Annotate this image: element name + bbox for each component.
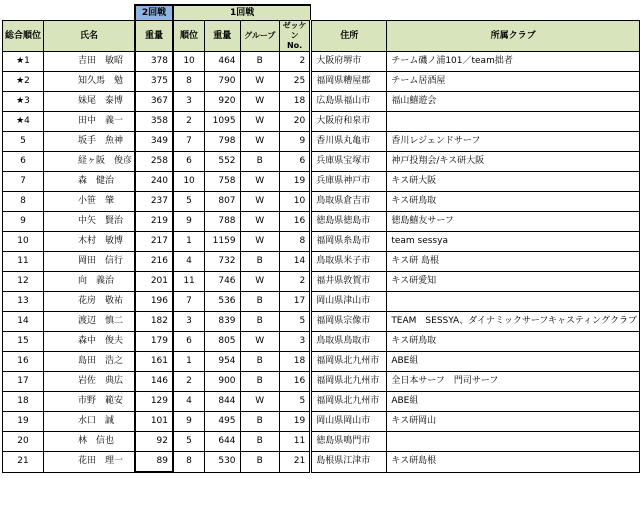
- name-cell: 森中 俊夫: [44, 332, 136, 352]
- round1-weight-cell: 644: [205, 432, 240, 452]
- overall-rank-cell: 8: [3, 192, 44, 212]
- round2-weight-cell: 182: [135, 312, 173, 332]
- club-cell: キス研 島根: [387, 252, 640, 272]
- address-cell: 大阪府和泉市: [311, 112, 387, 132]
- round1-rank-cell: 1: [173, 232, 205, 252]
- name-cell: 小笹 肇: [44, 192, 136, 212]
- club-cell: チーム居酒屋: [387, 72, 640, 92]
- club-cell: キス研島根: [387, 452, 640, 473]
- round2-weight-cell: 367: [135, 92, 173, 112]
- table-row: [3, 292, 640, 312]
- overall-rank-cell: 14: [3, 312, 44, 332]
- round1-weight-cell: 758: [205, 172, 240, 192]
- table-row: [3, 72, 640, 92]
- address-cell: 福岡県宗像市: [311, 312, 387, 332]
- zekken-cell: 16: [279, 372, 310, 392]
- address-cell: 福岡県北九州市: [311, 392, 387, 412]
- round1-weight-cell: 788: [205, 212, 240, 232]
- overall-rank-cell: 18: [3, 392, 44, 412]
- group-cell: W: [240, 332, 279, 352]
- table-row: [3, 92, 640, 112]
- round1-rank-cell: 7: [173, 292, 205, 312]
- round2-weight-cell: 216: [135, 252, 173, 272]
- name-cell: 渡辺 慎二: [44, 312, 136, 332]
- table-row: [3, 352, 640, 372]
- name-cell: 木村 敏博: [44, 232, 136, 252]
- group-cell: B: [240, 432, 279, 452]
- address-cell: 鳥取県倉吉市: [311, 192, 387, 212]
- table-row: [3, 332, 640, 352]
- club-cell: キス研岡山: [387, 412, 640, 432]
- table-row: [3, 52, 640, 72]
- zekken-cell: 5: [279, 392, 310, 412]
- round1-rank-cell: 9: [173, 212, 205, 232]
- table-row: [3, 432, 640, 452]
- group-cell: B: [240, 372, 279, 392]
- name-cell: 水口 誠: [44, 412, 136, 432]
- club-cell: 全日本サーフ 門司サーフ: [387, 372, 640, 392]
- round2-weight-cell: 179: [135, 332, 173, 352]
- overall-rank-cell: 20: [3, 432, 44, 452]
- round1-weight-cell: 464: [205, 52, 240, 72]
- club-cell: チーム磯ノ浦101／team拙者: [387, 52, 640, 72]
- address-cell: 岡山県津山市: [311, 292, 387, 312]
- table-row: [3, 172, 640, 192]
- round1-weight-cell: 954: [205, 352, 240, 372]
- zekken-cell: 2: [279, 52, 310, 72]
- address-cell: 福井県敦賀市: [311, 272, 387, 292]
- club-cell: 香川レジェンドサーフ: [387, 132, 640, 152]
- header-address: 住所: [311, 21, 387, 52]
- overall-rank-cell: 9: [3, 212, 44, 232]
- group-cell: W: [240, 212, 279, 232]
- name-cell: 岩佐 典広: [44, 372, 136, 392]
- round2-weight-cell: 349: [135, 132, 173, 152]
- round1-rank-cell: 3: [173, 312, 205, 332]
- zekken-cell: 9: [279, 132, 310, 152]
- address-cell: 大阪府堺市: [311, 52, 387, 72]
- round1-weight-cell: 807: [205, 192, 240, 212]
- round1-rank-cell: 2: [173, 372, 205, 392]
- address-cell: 福岡県糸島市: [311, 232, 387, 252]
- overall-rank-cell: 7: [3, 172, 44, 192]
- zekken-cell: 18: [279, 92, 310, 112]
- group-cell: W: [240, 72, 279, 92]
- overall-rank-cell: ★1: [3, 52, 44, 72]
- round1-rank-cell: 5: [173, 192, 205, 212]
- round1-rank-cell: 3: [173, 92, 205, 112]
- overall-rank-cell: ★3: [3, 92, 44, 112]
- header-overall-rank: 総合順位: [3, 21, 44, 52]
- round1-rank-cell: 2: [173, 112, 205, 132]
- table-row: [3, 452, 640, 473]
- results-body: [3, 52, 640, 473]
- round1-rank-cell: 8: [173, 72, 205, 92]
- overall-rank-cell: 17: [3, 372, 44, 392]
- table-row: [3, 392, 640, 412]
- round1-weight-cell: 805: [205, 332, 240, 352]
- group-cell: W: [240, 132, 279, 152]
- group-header-row: [3, 5, 640, 21]
- header-zekken-no: ゼッケン No.: [279, 21, 310, 52]
- club-cell: 徳島鱚友サーフ: [387, 212, 640, 232]
- club-cell: キス研鳥取: [387, 192, 640, 212]
- group-cell: B: [240, 452, 279, 473]
- round1-weight-cell: 552: [205, 152, 240, 172]
- round2-weight-cell: 146: [135, 372, 173, 392]
- club-cell: TEAM SESSYA、ダイナミックサーフキャスティングクラブ: [387, 312, 640, 332]
- name-cell: 経ヶ阪 俊彦: [44, 152, 136, 172]
- zekken-cell: 21: [279, 452, 310, 473]
- group-cell: B: [240, 252, 279, 272]
- address-cell: 徳島県徳島市: [311, 212, 387, 232]
- group-cell: W: [240, 192, 279, 212]
- overall-rank-cell: 10: [3, 232, 44, 252]
- round2-weight-cell: 161: [135, 352, 173, 372]
- round1-rank-cell: 4: [173, 252, 205, 272]
- table-row: [3, 412, 640, 432]
- overall-rank-cell: ★2: [3, 72, 44, 92]
- group-cell: W: [240, 272, 279, 292]
- address-cell: 広島県福山市: [311, 92, 387, 112]
- column-header-row: [3, 21, 640, 52]
- club-cell: [387, 292, 640, 312]
- name-cell: 森 健治: [44, 172, 136, 192]
- overall-rank-cell: 16: [3, 352, 44, 372]
- name-cell: 花田 理一: [44, 452, 136, 473]
- overall-rank-cell: ★4: [3, 112, 44, 132]
- round2-weight-cell: 201: [135, 272, 173, 292]
- round2-weight-cell: 89: [135, 452, 173, 473]
- table-row: [3, 372, 640, 392]
- zekken-cell: 2: [279, 272, 310, 292]
- zekken-cell: 10: [279, 192, 310, 212]
- group-cell: W: [240, 112, 279, 132]
- group-cell: B: [240, 52, 279, 72]
- club-cell: [387, 112, 640, 132]
- round1-weight-cell: 900: [205, 372, 240, 392]
- overall-rank-cell: 13: [3, 292, 44, 312]
- club-cell: キス研大阪: [387, 172, 640, 192]
- address-cell: 福岡県北九州市: [311, 352, 387, 372]
- round2-weight-cell: 219: [135, 212, 173, 232]
- header-name: 氏名: [44, 21, 136, 52]
- zekken-cell: 5: [279, 312, 310, 332]
- name-cell: 知久馬 勉: [44, 72, 136, 92]
- round1-weight-cell: 920: [205, 92, 240, 112]
- header-round1-weight: 重量: [205, 21, 240, 52]
- round1-rank-cell: 10: [173, 52, 205, 72]
- address-cell: 島根県江津市: [311, 452, 387, 473]
- name-cell: 岡田 信行: [44, 252, 136, 272]
- round1-rank-cell: 10: [173, 172, 205, 192]
- table-row: [3, 212, 640, 232]
- round1-rank-cell: 5: [173, 432, 205, 452]
- table-row: [3, 252, 640, 272]
- overall-rank-cell: 21: [3, 452, 44, 473]
- address-cell: 徳島県鳴門市: [311, 432, 387, 452]
- zekken-cell: 11: [279, 432, 310, 452]
- round1-weight-cell: 798: [205, 132, 240, 152]
- round1-weight-cell: 746: [205, 272, 240, 292]
- name-cell: 向 義治: [44, 272, 136, 292]
- club-cell: ABE組: [387, 352, 640, 372]
- round1-weight-cell: 732: [205, 252, 240, 272]
- group-cell: W: [240, 172, 279, 192]
- overall-rank-cell: 5: [3, 132, 44, 152]
- overall-rank-cell: 15: [3, 332, 44, 352]
- name-cell: 市野 範安: [44, 392, 136, 412]
- club-cell: 神戸投翔会/キス研大阪: [387, 152, 640, 172]
- round1-weight-cell: 1095: [205, 112, 240, 132]
- table-row: [3, 112, 640, 132]
- address-cell: 兵庫県神戸市: [311, 172, 387, 192]
- name-cell: 中矢 賢治: [44, 212, 136, 232]
- name-cell: 島田 浩之: [44, 352, 136, 372]
- club-cell: 福山鱚遊会: [387, 92, 640, 112]
- round1-rank-cell: 11: [173, 272, 205, 292]
- results-table: [2, 4, 640, 473]
- table-row: [3, 232, 640, 252]
- zekken-cell: 14: [279, 252, 310, 272]
- round2-weight-cell: 240: [135, 172, 173, 192]
- address-cell: 福岡県北九州市: [311, 372, 387, 392]
- round1-rank-cell: 7: [173, 132, 205, 152]
- round1-rank-cell: 8: [173, 452, 205, 473]
- zekken-cell: 17: [279, 292, 310, 312]
- header-round2-weight: 重量: [135, 21, 173, 52]
- zekken-cell: 8: [279, 232, 310, 252]
- group-cell: B: [240, 312, 279, 332]
- club-cell: キス研愛知: [387, 272, 640, 292]
- table-row: [3, 132, 640, 152]
- round2-weight-cell: 237: [135, 192, 173, 212]
- zekken-cell: 16: [279, 212, 310, 232]
- round1-weight-cell: 1159: [205, 232, 240, 252]
- round2-weight-cell: 258: [135, 152, 173, 172]
- table-row: [3, 192, 640, 212]
- round2-weight-cell: 378: [135, 52, 173, 72]
- group-cell: B: [240, 352, 279, 372]
- table-row: [3, 312, 640, 332]
- header-round1-rank: 順位: [173, 21, 205, 52]
- name-cell: 妹尾 泰博: [44, 92, 136, 112]
- round1-group-header: 1回戦: [173, 5, 311, 21]
- overall-rank-cell: 6: [3, 152, 44, 172]
- round1-rank-cell: 6: [173, 332, 205, 352]
- address-cell: 岡山県岡山市: [311, 412, 387, 432]
- zekken-cell: 20: [279, 112, 310, 132]
- address-cell: 鳥取県鳥取市: [311, 332, 387, 352]
- round1-weight-cell: 844: [205, 392, 240, 412]
- name-cell: 田中 義一: [44, 112, 136, 132]
- round1-rank-cell: 1: [173, 352, 205, 372]
- table-row: [3, 272, 640, 292]
- club-cell: [387, 432, 640, 452]
- group-cell: W: [240, 392, 279, 412]
- name-cell: 坂手 魚神: [44, 132, 136, 152]
- round2-weight-cell: 129: [135, 392, 173, 412]
- group-cell: W: [240, 92, 279, 112]
- round1-weight-cell: 495: [205, 412, 240, 432]
- zekken-cell: 6: [279, 152, 310, 172]
- header-group: グループ: [240, 21, 279, 52]
- zekken-cell: 19: [279, 172, 310, 192]
- round2-weight-cell: 217: [135, 232, 173, 252]
- zekken-cell: 18: [279, 352, 310, 372]
- table-row: [3, 152, 640, 172]
- zekken-cell: 25: [279, 72, 310, 92]
- club-cell: ABE組: [387, 392, 640, 412]
- zekken-cell: 3: [279, 332, 310, 352]
- round1-weight-cell: 839: [205, 312, 240, 332]
- address-cell: 福岡県糟屋郡: [311, 72, 387, 92]
- header-club: 所属クラブ: [387, 21, 640, 52]
- name-cell: 花房 敬祐: [44, 292, 136, 312]
- round1-weight-cell: 530: [205, 452, 240, 473]
- overall-rank-cell: 12: [3, 272, 44, 292]
- group-cell: B: [240, 412, 279, 432]
- overall-rank-cell: 11: [3, 252, 44, 272]
- round2-weight-cell: 375: [135, 72, 173, 92]
- name-cell: 吉田 敏昭: [44, 52, 136, 72]
- round1-rank-cell: 4: [173, 392, 205, 412]
- overall-rank-cell: 19: [3, 412, 44, 432]
- round1-rank-cell: 6: [173, 152, 205, 172]
- name-cell: 林 信也: [44, 432, 136, 452]
- zekken-cell: 19: [279, 412, 310, 432]
- address-cell: 鳥取県米子市: [311, 252, 387, 272]
- group-cell: W: [240, 232, 279, 252]
- address-cell: 香川県丸亀市: [311, 132, 387, 152]
- address-cell: 兵庫県宝塚市: [311, 152, 387, 172]
- round2-weight-cell: 196: [135, 292, 173, 312]
- round2-weight-cell: 92: [135, 432, 173, 452]
- round2-group-header: 2回戦: [135, 5, 173, 21]
- group-cell: B: [240, 292, 279, 312]
- round1-weight-cell: 790: [205, 72, 240, 92]
- club-cell: キス研鳥取: [387, 332, 640, 352]
- club-cell: team sessya: [387, 232, 640, 252]
- round2-weight-cell: 101: [135, 412, 173, 432]
- round1-rank-cell: 9: [173, 412, 205, 432]
- round1-weight-cell: 536: [205, 292, 240, 312]
- group-cell: B: [240, 152, 279, 172]
- round2-weight-cell: 358: [135, 112, 173, 132]
